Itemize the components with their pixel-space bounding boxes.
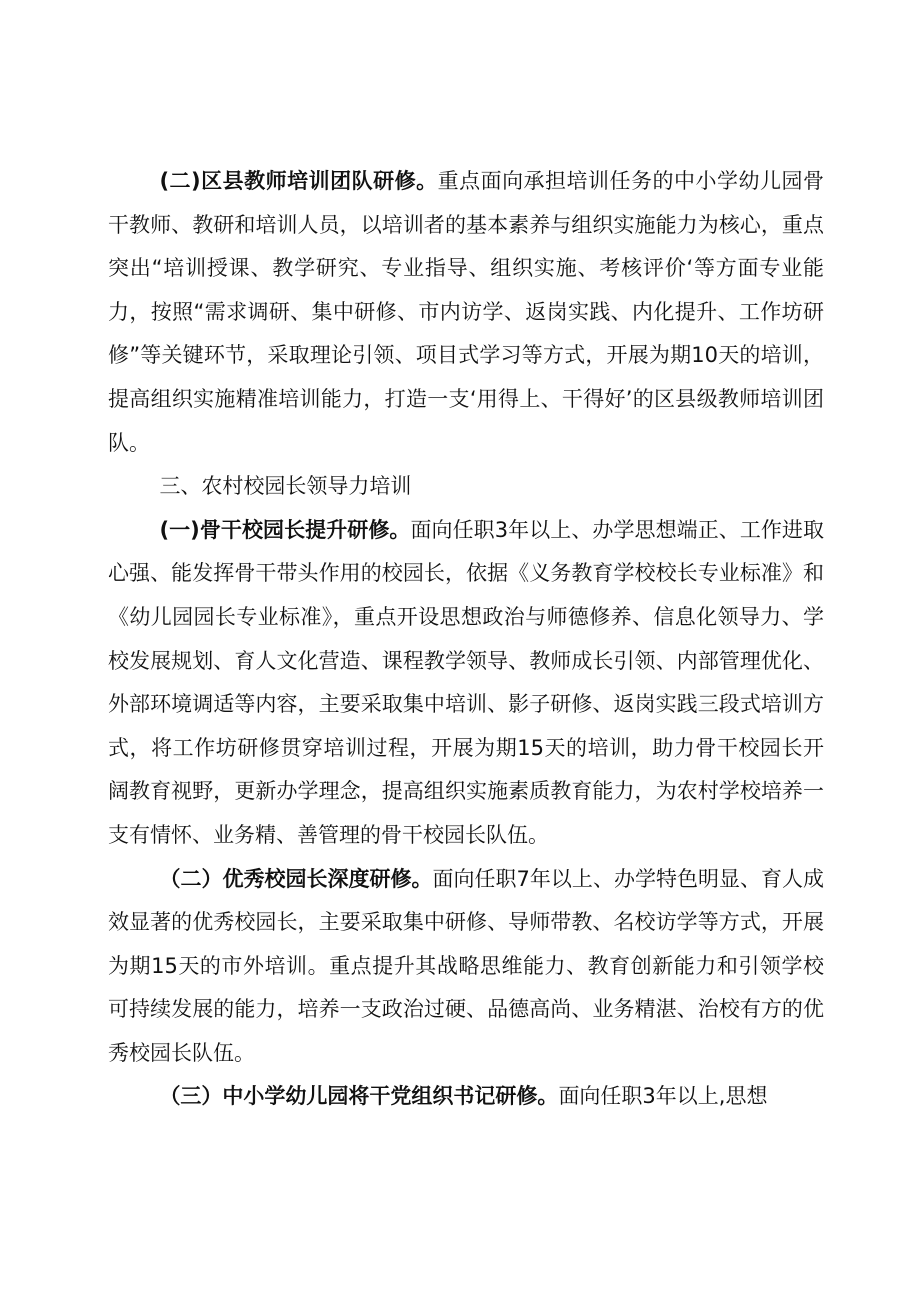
paragraph-lead: （三）中小学幼儿园将干党组织书记研修。 [159, 1084, 559, 1109]
paragraph-district-training-team [108, 160, 824, 465]
paragraph-party-secretary [108, 1075, 824, 1119]
paragraph-body: 面向任职7年以上、办学特色明显、育人成效显著的优秀校园长，主要采取集中研修、导师带教、名校访学等方式，开展为期15天的市外培训。重点提升其战略思维能力、教育创新能力和引领学校可持续发展的能力，培养一支政治过硬、品德高尚、业务精湛、治校有方的优秀校园长队伍。 [108, 866, 825, 1065]
paragraph-body: 重点面向承担培训任务的中小学幼儿园骨干教师、教研和培训人员，以培训者的基本素养与组织实施能力为核心，重点突出“培训授课、教学研究、专业指导、组织实施、考核评价‘等方面专业能力，按照“需求调研、集中研修、市内访学、返岗实践、内化提升、工作坊研修”等关键环节，采取理论引领、项目式学习等方式，开展为期10天的培训，提高组织实施精准培训能力，打造一支‘用得上、干得好’的区县级教师培训团队。 [108, 169, 824, 455]
section-heading-rural-principal-leadership: 三、农村校园长领导力培训 [159, 474, 412, 499]
paragraph-lead: (一)骨干校园长提升研修。 [159, 517, 411, 542]
paragraph-lead: (二)区县教师培训团队研修。 [159, 169, 438, 193]
paragraph-body: 面向任职3年以上,思想 [558, 1084, 768, 1109]
paragraph-excellent-principal [108, 858, 824, 1076]
paragraph-lead: （二）优秀校园长深度研修。 [159, 866, 433, 891]
paragraph-body: 面向任职3年以上、办学思想端正、工作进取心强、能发挥骨干带头作用的校园长，依据《义务教育学校校长专业标准》和《幼儿园园长专业标准》，重点开设思想政治与师德修养、信息化领导力、学校发展规划、育人文化营造、课程教学领导、教师成长引领、内部管理优化、外部环境调适等内容，主要采取集中培训、影子研修、返岗实践三段式培训方式，将工作坊研修贯穿培训过程，开展为期15天的培训，助力骨干校园长开阔教育视野，更新办学理念，提高组织实施素质教育能力，为农村学校培养一支有情怀、业务精、善管理的骨干校园长队伍。 [108, 517, 824, 847]
paragraph-backbone-principal [108, 509, 824, 858]
document-body [108, 160, 824, 1119]
